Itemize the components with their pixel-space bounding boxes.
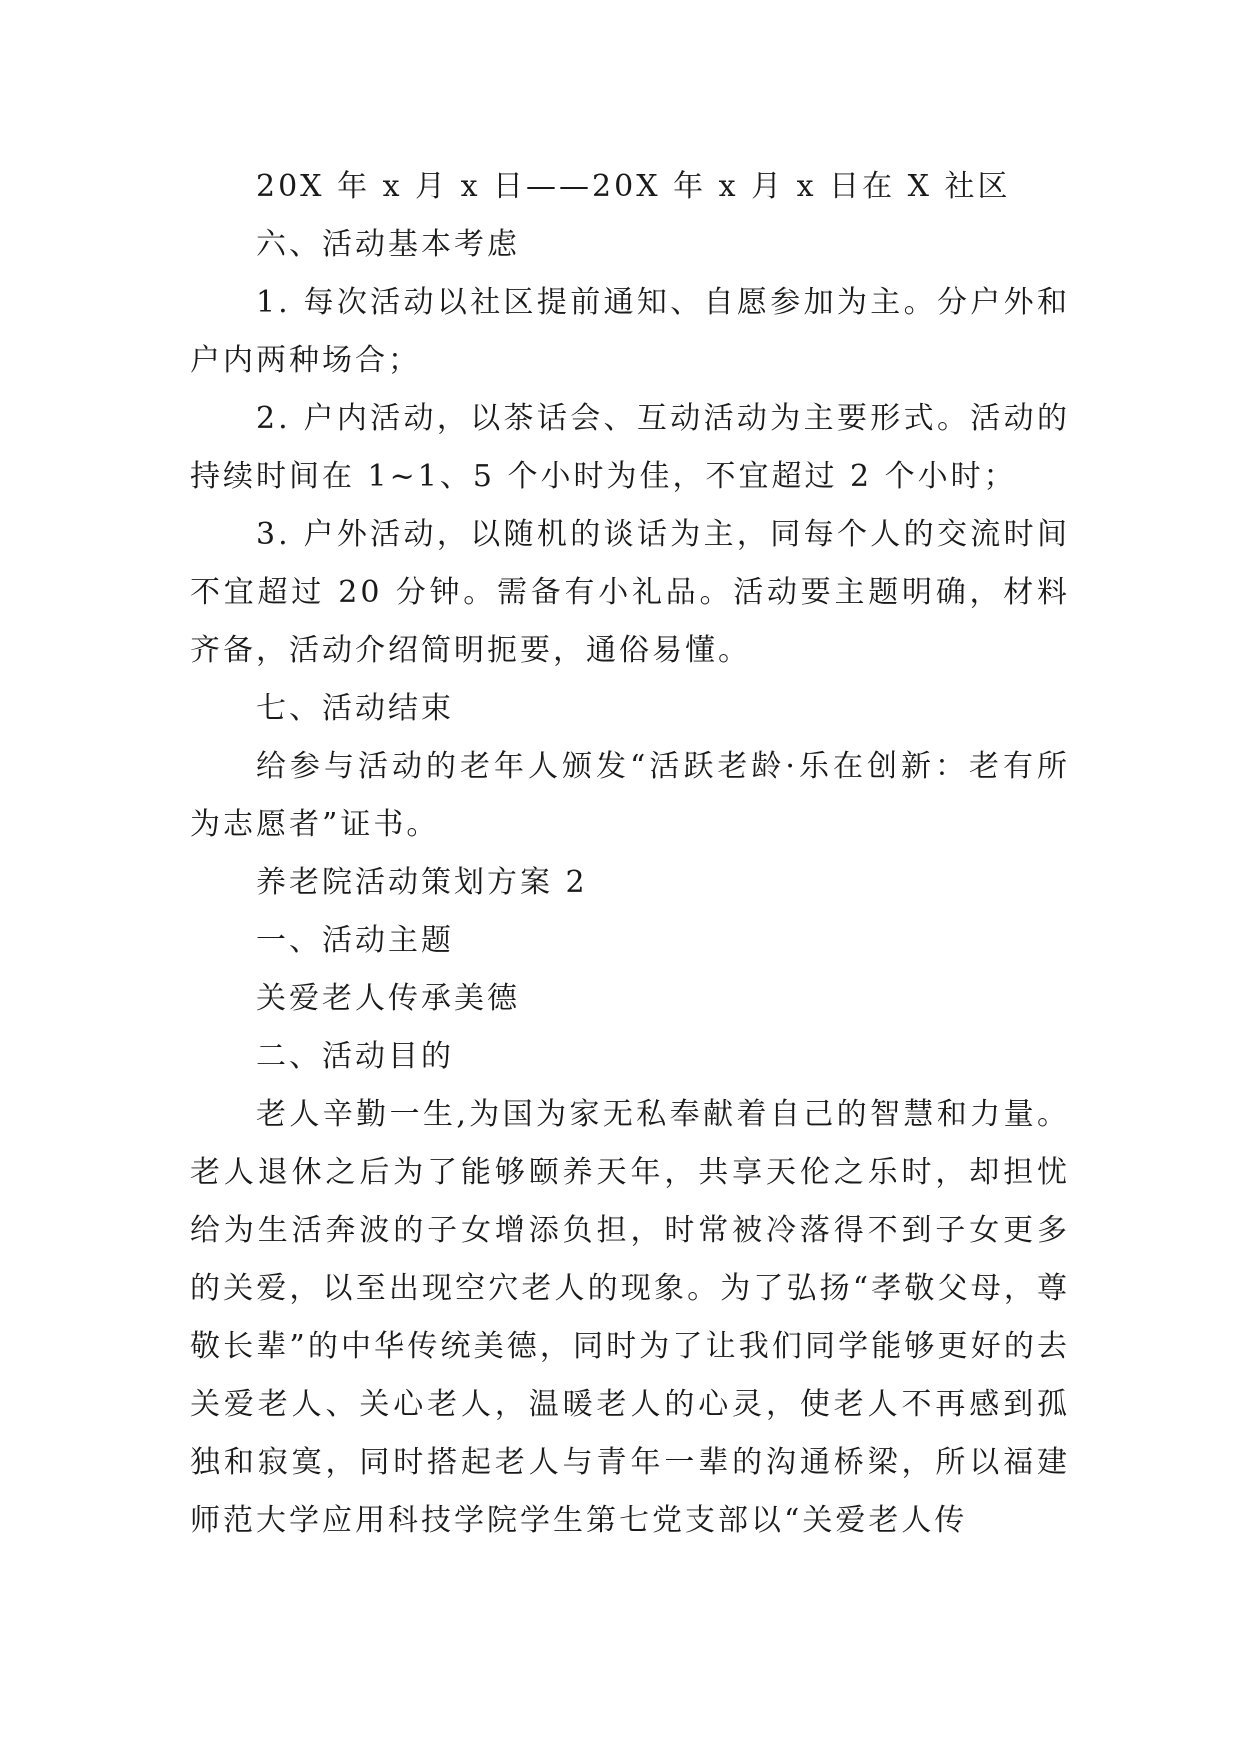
paragraph-activity-dates: 20X 年 x 月 x 日——20X 年 x 月 x 日在 X 社区 [256,169,1011,204]
paragraph-item-3: 3. 户外活动，以随机的谈话为主，同每个人的交流时间不宜超过 20 分钟。需备有小礼品。活动要主题明确，材料齐备，活动介绍简明扼要，通俗易懂。 [190,517,1070,668]
heading-activity-purpose: 二、活动目的 [256,1039,454,1074]
paragraph-item-1: 1. 每次活动以社区提前通知、自愿参加为主。分户外和户内两种场合； [190,285,1070,378]
paragraph-item-2: 2. 户内活动，以茶话会、互动活动为主要形式。活动的持续时间在 1~1、5 个小时为佳，不宜超过 2 个小时； [190,401,1070,494]
paragraph-purpose: 老人辛勤一生,为国为家无私奉献着自己的智慧和力量。老人退休之后为了能够颐养天年，共享天伦之乐时，却担忧给为生活奔波的子女增添负担，时常被冷落得不到子女更多的关爱，以至出现空穴老人的现象。为了弘扬“孝敬父母，尊敬长辈”的中华传统美德，同时为了让我们同学能够更好的去关爱老人、关心老人，温暖老人的心灵，使老人不再感到孤独和寂寞，同时搭起老人与青年一辈的沟通桥梁，所以福建师范大学应用科技学院学生第七党支部以“关爱老人传 [190,1097,1070,1538]
paragraph-certificate: 给参与活动的老年人颁发“活跃老龄·乐在创新：老有所为志愿者”证书。 [190,749,1070,842]
document-body [190,158,1070,1550]
section-title-plan-2: 养老院活动策划方案 2 [256,865,588,900]
heading-activity-end: 七、活动结束 [256,691,454,726]
paragraph-theme: 关爱老人传承美德 [256,981,520,1016]
heading-basic-considerations: 六、活动基本考虑 [256,227,520,262]
heading-activity-theme: 一、活动主题 [256,923,454,958]
